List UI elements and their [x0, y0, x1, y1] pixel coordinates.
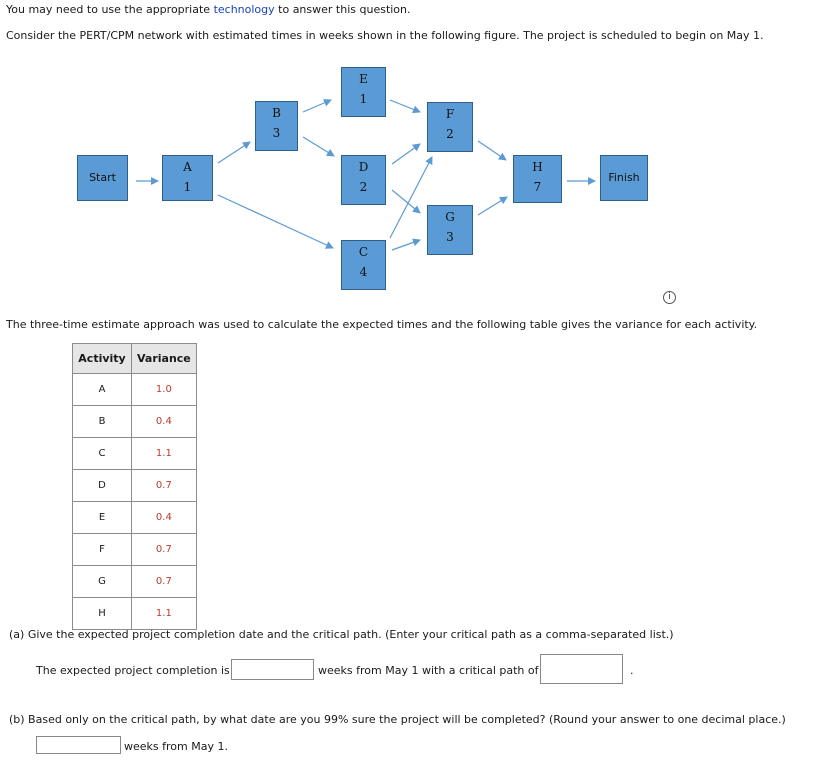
part-b-prompt: (b) Based only on the critical path, by what date are you 99% sure the project will be completed? (Round your answer to one decimal place.) — [9, 713, 786, 726]
node-d-time: 2 — [359, 180, 368, 194]
variance-table — [72, 343, 197, 630]
arrow-b-e — [303, 100, 331, 112]
activity-cell: A — [73, 374, 132, 406]
arrow-d-f — [392, 144, 420, 164]
table-header-row — [73, 344, 197, 374]
node-b — [255, 101, 298, 151]
node-a — [162, 155, 213, 201]
node-g-time: 3 — [446, 230, 454, 244]
arrow-f-h — [478, 141, 506, 160]
node-e-time: 1 — [359, 92, 368, 106]
table-row — [73, 566, 197, 598]
table-row — [73, 598, 197, 630]
table-row — [73, 502, 197, 534]
node-h-time: 7 — [533, 180, 542, 194]
variance-cell: 0.4 — [132, 502, 197, 534]
part-a-text3: . — [630, 664, 634, 677]
node-b-time: 3 — [272, 126, 281, 140]
arrow-b-d — [303, 137, 334, 156]
variance-cell: 1.1 — [132, 598, 197, 630]
node-h — [513, 155, 562, 203]
network-arrows — [0, 0, 838, 300]
table-intro-text: The three-time estimate approach was used to calculate the expected times and the following table gives the variance for each activity. — [6, 318, 758, 331]
node-f-name: F — [445, 107, 455, 121]
table-row — [73, 406, 197, 438]
header-activity: Activity — [73, 344, 132, 374]
node-g-name: G — [445, 210, 455, 224]
variance-cell: 0.7 — [132, 566, 197, 598]
finish-node: Finish — [600, 155, 648, 201]
arrow-e-f — [390, 100, 420, 112]
variance-cell: 0.7 — [132, 470, 197, 502]
node-d-name: D — [358, 160, 369, 174]
node-c — [341, 240, 386, 290]
intro-prefix: You may need to use the appropriate — [6, 3, 214, 16]
table-row — [73, 374, 197, 406]
part-a-prompt: (a) Give the expected project completion date and the critical path. (Enter your critical path as a comma-separated list.) — [9, 628, 674, 641]
node-b-name: B — [272, 106, 281, 120]
table-row — [73, 470, 197, 502]
intro-suffix: to answer this question. — [274, 3, 411, 16]
part-b-text1: weeks from May 1. — [124, 740, 228, 753]
activity-cell: C — [73, 438, 132, 470]
activity-cell: H — [73, 598, 132, 630]
variance-cell: 0.4 — [132, 406, 197, 438]
node-d — [341, 155, 386, 205]
header-variance: Variance — [132, 344, 197, 374]
part-a-text1: The expected project completion is — [36, 664, 230, 677]
activity-cell: D — [73, 470, 132, 502]
question-text: Consider the PERT/CPM network with estimated times in weeks shown in the following figure. The project is scheduled to begin on May 1. — [6, 29, 764, 42]
node-c-time: 4 — [359, 265, 368, 279]
variance-cell: 1.1 — [132, 438, 197, 470]
variance-cell: 0.7 — [132, 534, 197, 566]
node-a-time: 1 — [183, 180, 192, 194]
node-g — [427, 205, 473, 255]
node-f-time: 2 — [446, 127, 454, 141]
arrow-a-b — [218, 142, 250, 163]
part-a-text2: weeks from May 1 with a critical path of — [318, 664, 539, 677]
table-row — [73, 438, 197, 470]
critical-path-input[interactable] — [540, 654, 623, 684]
arrow-c-f — [390, 157, 432, 238]
arrow-g-h — [478, 197, 507, 215]
activity-cell: F — [73, 534, 132, 566]
node-e — [341, 67, 386, 117]
node-c-name: C — [358, 245, 369, 259]
node-a-name: A — [183, 160, 192, 174]
node-h-name: H — [532, 160, 543, 174]
info-icon[interactable]: i — [663, 291, 676, 304]
activity-cell: B — [73, 406, 132, 438]
arrow-c-g — [392, 240, 420, 250]
table-row — [73, 534, 197, 566]
start-node: Start — [77, 155, 128, 201]
arrow-a-c — [218, 195, 333, 248]
node-f — [427, 102, 473, 152]
node-e-name: E — [359, 72, 368, 86]
variance-cell: 1.0 — [132, 374, 197, 406]
technology-link[interactable]: technology — [213, 3, 275, 16]
activity-cell: E — [73, 502, 132, 534]
completion-weeks-input[interactable] — [231, 659, 314, 680]
date-99-input[interactable] — [36, 736, 121, 754]
activity-cell: G — [73, 566, 132, 598]
arrow-d-g — [392, 190, 420, 213]
